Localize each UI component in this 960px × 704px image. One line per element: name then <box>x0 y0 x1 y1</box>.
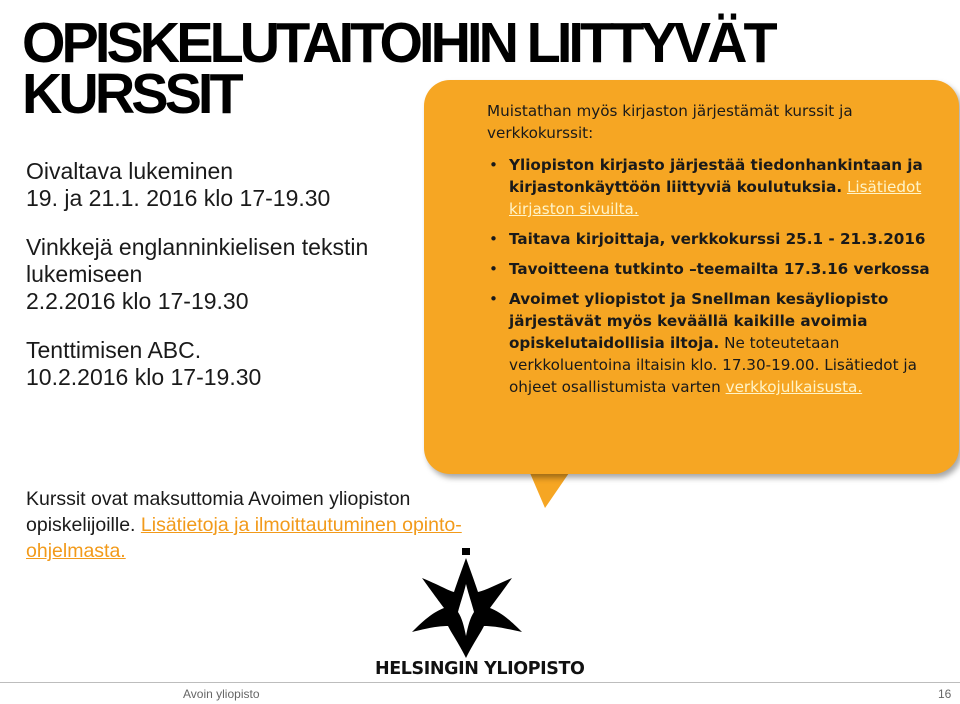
bullet-icon: • <box>489 290 498 308</box>
list-item <box>487 258 947 280</box>
course-date: 2.2.2016 klo 17-19.30 <box>26 288 249 314</box>
item-text: Avoimet yliopistot ja Snellman kesäyliopisto järjestävät myös keväällä kaikille avoimia opiskelutaidollisia iltoja. <box>509 290 889 352</box>
course-item <box>26 158 426 212</box>
course-name-cont: lukemiseen <box>26 261 143 287</box>
course-name: Oivaltava lukeminen <box>26 158 234 184</box>
course-list <box>26 158 426 413</box>
page-title-line2: KURSSIT <box>22 62 240 126</box>
callout-content <box>487 100 947 406</box>
list-item <box>487 288 947 398</box>
item-text: Tavoitteena tutkinto –teemailta 17.3.16 verkossa <box>509 260 930 278</box>
page-title-line1: OPISKELUTAITOIHIN LIITTYVÄT <box>22 11 774 75</box>
course-name: Tenttimisen ABC. <box>26 337 202 363</box>
bullet-icon: • <box>489 230 498 248</box>
web-publication-link[interactable]: verkkojulkaisusta. <box>725 378 863 396</box>
item-detail: Ne toteutetaan verkkoluentoina iltaisin klo. 17.30-19.00. Lisätiedot ja ohjeet osallistumista varten <box>509 334 917 396</box>
library-link[interactable]: Lisätiedot kirjaston sivuilta. <box>509 178 922 218</box>
footer-org: Avoin yliopisto <box>183 687 260 701</box>
list-item <box>487 154 947 220</box>
university-flame-logo-icon <box>412 548 522 660</box>
course-item <box>26 234 426 315</box>
callout-intro: Muistathan myös kirjaston järjestämät kurssit ja verkkokurssit: <box>487 102 853 142</box>
bullet-icon: • <box>489 260 498 278</box>
item-text: Taitava kirjoittaja, verkkokurssi 25.1 - 21.3.2016 <box>509 230 926 248</box>
page-number: 16 <box>938 687 952 701</box>
list-item <box>487 228 947 250</box>
bullet-icon: • <box>489 156 498 174</box>
callout-list <box>487 154 947 398</box>
course-item <box>26 337 426 391</box>
course-date: 19. ja 21.1. 2016 klo 17-19.30 <box>26 185 331 211</box>
free-note-text: Kurssit ovat maksuttomia Avoimen yliopiston opiskelijoille. <box>26 488 411 536</box>
course-name: Vinkkejä englanninkielisen tekstin <box>26 234 369 260</box>
item-text: Yliopiston kirjasto järjestää tiedonhankintaan ja kirjastonkäyttöön liittyviä koulutuksia. <box>509 156 923 196</box>
free-courses-note <box>26 486 466 564</box>
course-date: 10.2.2016 klo 17-19.30 <box>26 364 262 390</box>
university-logo-text: HELSINGIN YLIOPISTO <box>375 659 585 679</box>
footer-divider <box>0 682 960 683</box>
registration-link[interactable]: Lisätietoja ja ilmoittautuminen opinto-ohjelmasta. <box>26 514 462 562</box>
